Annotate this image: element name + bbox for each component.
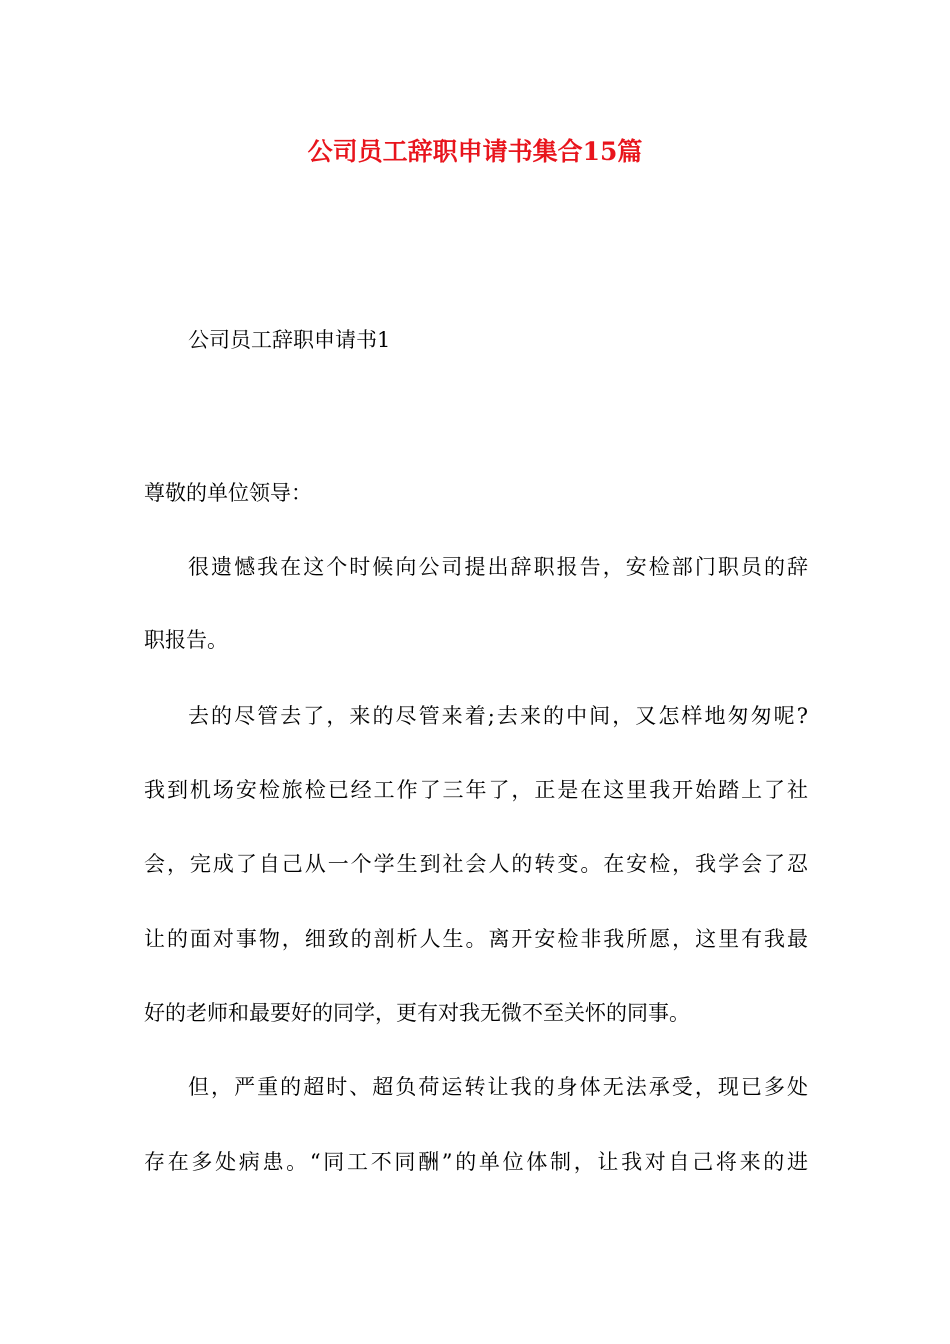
body-line-6: 让的面对事物，细致的剖析人生。离开安检非我所愿，这里有我最 [144, 927, 808, 951]
document-title: 公司员工辞职申请书集合15篇 [307, 137, 643, 166]
body-line-4: 我到机场安检旅检已经工作了三年了，正是在这里我开始踏上了社 [144, 778, 808, 802]
body-line-2: 职报告。 [144, 628, 228, 652]
body-line-3: 去的尽管去了，来的尽管来着;去来的中间，又怎样地匆匆呢? [188, 704, 808, 728]
body-line-7: 好的老师和最要好的同学，更有对我无微不至关怀的同事。 [144, 1001, 690, 1025]
body-line-8: 但，严重的超时、超负荷运转让我的身体无法承受，现已多处 [188, 1075, 808, 1099]
salutation: 尊敬的单位领导： [144, 481, 312, 505]
body-line-5: 会，完成了自己从一个学生到社会人的转变。在安检，我学会了忍 [144, 852, 808, 876]
body-line-9: 存在多处病患。“同工不同酬”的单位体制，让我对自己将来的进 [144, 1150, 808, 1174]
section-heading: 公司员工辞职申请书1 [188, 328, 391, 352]
body-line-1: 很遗憾我在这个时候向公司提出辞职报告，安检部门职员的辞 [188, 555, 808, 579]
